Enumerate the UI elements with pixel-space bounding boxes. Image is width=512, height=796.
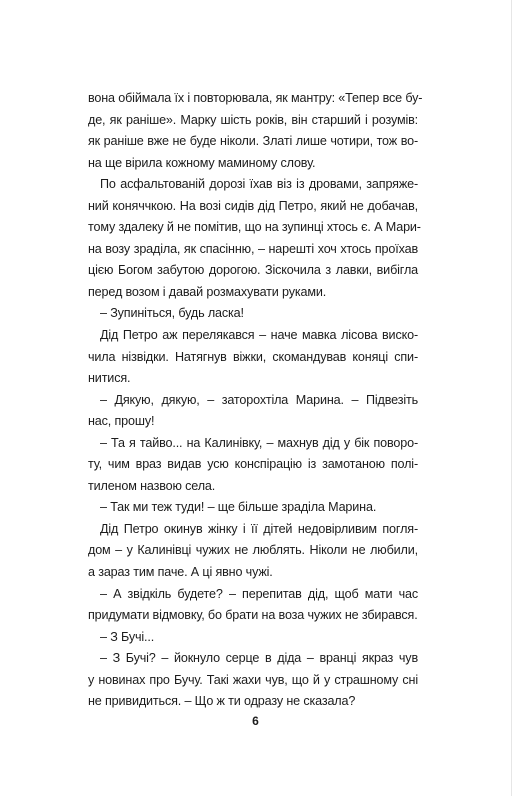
text-line: – Так ми теж туди! – ще більше зраділа Марина.: [100, 500, 377, 515]
text-line: цією Богом забутою дорогою. Зіскочила з лавки, вибігла: [88, 263, 418, 278]
text-line: Дід Петро окинув жінку і її дітей недовірливим погля-: [100, 521, 418, 536]
text-line: – Зупиніться, будь ласка!: [100, 306, 244, 321]
text-line: нас, прошу!: [88, 414, 155, 429]
text-line: тиленом назвою села.: [88, 478, 216, 493]
text-line: тому здалеку й не помітив, що на зупинці хтось є. А Мари-: [88, 220, 421, 235]
page-number: 6: [252, 714, 259, 728]
text-line: – З Бучі...: [100, 629, 155, 644]
text-line: на ще вірила кожному маминому слову.: [88, 155, 316, 170]
text-line: – Дякую, дякую, – заторохтіла Марина. – Підвезіть: [100, 392, 418, 407]
text-line: – З Бучі? – йокнуло серце в діда – вранці якраз чув: [100, 651, 418, 666]
text-line: вона обіймала їх і повторювала, як мантру: «Тепер все бу-: [88, 91, 423, 105]
text-line: – Та я тайво... на Калинівку, – махнув дід у бік поворо-: [100, 435, 418, 450]
text-line: перед возом і давай розмахувати руками.: [88, 284, 327, 299]
text-line: у новинах про Бучу. Такі жахи чув, що й у страшному сні: [88, 672, 418, 687]
text-line: нитися.: [88, 371, 131, 386]
body-text: [88, 88, 423, 713]
text-line: як раніше вже не буде ніколи. Златі лише чотири, тож во-: [88, 134, 418, 149]
text-line: – А звідкіль будете? – перепитав дід, щоб мати час: [100, 586, 418, 601]
text-line: дом – у Калинівці чужих не люблять. Ніколи не любили,: [88, 543, 418, 558]
text-line: ний коняччкою. На возі сидів дід Петро, який не добачав,: [88, 198, 418, 213]
text-line: ту, чим враз видав усю конспірацію із замотаною полі-: [88, 457, 418, 472]
text-line: По асфальтованій дорозі їхав віз із дровами, запряже-: [100, 177, 418, 192]
text-line: на возу зраділа, як спасінню, – нарешті хоч хтось проїхав: [88, 241, 418, 256]
text-line: а зараз тим паче. А ці явно чужі.: [88, 565, 273, 580]
text-line: де, як раніше». Марку шість років, він старший і розумів:: [88, 112, 418, 127]
text-line: Дід Петро аж перелякався – наче мавка лісова виско-: [100, 328, 418, 343]
text-line: чила нізвідки. Натягнув віжки, скомандував коняці спи-: [88, 349, 418, 364]
text-line: не привидиться. – Що ж ти одразу не сказала?: [88, 694, 356, 709]
text-line: придумати відмовку, бо брати на воза чужих не збирався.: [88, 608, 418, 623]
